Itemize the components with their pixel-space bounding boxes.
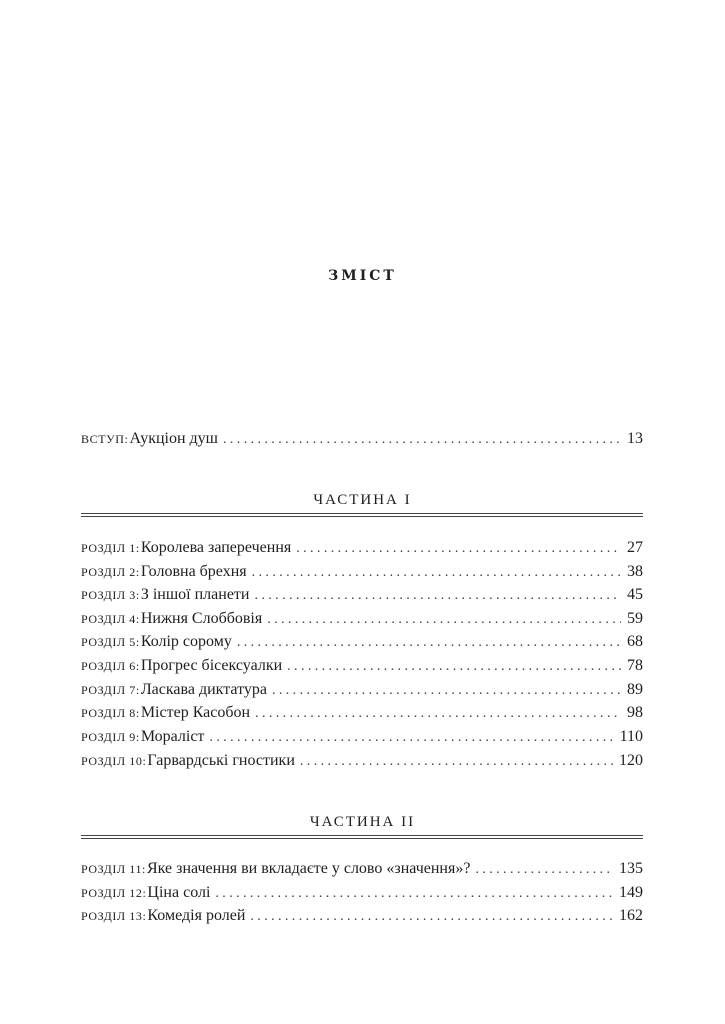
toc-entry-label: РОЗДІЛ 4: xyxy=(81,612,140,626)
toc-entry-chapter-9[interactable] xyxy=(81,727,643,747)
toc-entry-page: 149 xyxy=(619,884,643,901)
dot-leader xyxy=(255,704,621,724)
toc-entry-page: 78 xyxy=(627,657,643,674)
toc-entry-title: Королева заперечення xyxy=(140,539,292,556)
toc-entry-page: 13 xyxy=(627,430,643,447)
dot-leader xyxy=(250,907,613,927)
dot-leader xyxy=(267,610,621,630)
toc-entry-page: 68 xyxy=(627,633,643,650)
toc-entry-label: РОЗДІЛ 8: xyxy=(81,706,140,720)
part-divider-1 xyxy=(81,513,643,517)
toc-entry-label: РОЗДІЛ 12: xyxy=(81,886,147,900)
toc-entry-page: 135 xyxy=(619,860,643,877)
dot-leader xyxy=(223,430,621,450)
toc-entry-label: РОЗДІЛ 2: xyxy=(81,565,140,579)
dot-leader xyxy=(215,884,613,904)
toc-entry-page: 110 xyxy=(619,728,643,745)
dot-leader xyxy=(252,563,621,583)
toc-entry-chapter-7[interactable] xyxy=(81,680,643,700)
toc-entry-chapter-2[interactable] xyxy=(81,562,643,582)
toc-entry-label: РОЗДІЛ 1: xyxy=(81,541,140,555)
toc-entry-title: З іншої планети xyxy=(140,586,250,603)
toc-entry-chapter-3[interactable] xyxy=(81,585,643,605)
toc-entry-chapter-12[interactable] xyxy=(81,883,643,903)
toc-entry-title: Містер Касобон xyxy=(140,704,251,721)
dot-leader xyxy=(209,728,613,748)
toc-entry-label: РОЗДІЛ 7: xyxy=(81,683,140,697)
toc-entry-page: 98 xyxy=(627,704,643,721)
part-heading-1: ЧАСТИНА I xyxy=(313,492,412,508)
toc-entry-title: Колір сорому xyxy=(140,633,232,650)
part-divider-2 xyxy=(81,835,643,839)
part-heading-2: ЧАСТИНА II xyxy=(309,814,416,830)
dot-leader xyxy=(237,633,621,653)
dot-leader xyxy=(475,860,613,880)
toc-entry-title: Нижня Слоббовія xyxy=(140,610,263,627)
toc-entry-chapter-11[interactable] xyxy=(81,859,643,879)
toc-entry-label: ВСТУП: xyxy=(81,432,129,446)
dot-leader xyxy=(296,539,621,559)
toc-entry-page: 89 xyxy=(627,681,643,698)
toc-entry-label: РОЗДІЛ 5: xyxy=(81,635,140,649)
toc-entry-label: РОЗДІЛ 9: xyxy=(81,730,140,744)
toc-entry-label: РОЗДІЛ 10: xyxy=(81,754,147,768)
toc-entry-page: 38 xyxy=(627,563,643,580)
dot-leader xyxy=(254,586,621,606)
toc-entry-title: Мораліст xyxy=(140,728,205,745)
toc-entry-title: Головна брехня xyxy=(140,563,247,580)
toc-entry-chapter-8[interactable] xyxy=(81,703,643,723)
toc-entry-chapter-4[interactable] xyxy=(81,609,643,629)
toc-entry-page: 27 xyxy=(627,539,643,556)
toc-entry-chapter-6[interactable] xyxy=(81,656,643,676)
toc-entry-title: Ласкава диктатура xyxy=(140,681,267,698)
toc-entry-page: 45 xyxy=(627,586,643,603)
toc-entry-label: РОЗДІЛ 13: xyxy=(81,909,147,923)
toc-entry-title: Яке значення ви вкладаєте у слово «значення»? xyxy=(146,860,471,877)
dot-leader xyxy=(300,752,613,772)
toc-entry-title: Комедія ролей xyxy=(147,907,246,924)
toc-entry-chapter-5[interactable] xyxy=(81,632,643,652)
toc-entry-title: Аукціон душ xyxy=(129,430,218,447)
page-title: ЗМІСТ xyxy=(328,268,397,284)
toc-entry-label: РОЗДІЛ 3: xyxy=(81,588,140,602)
toc-entry-chapter-1[interactable] xyxy=(81,538,643,558)
toc-entry-label: РОЗДІЛ 11: xyxy=(81,862,146,876)
toc-entry-chapter-10[interactable] xyxy=(81,751,643,771)
toc-entry-page: 59 xyxy=(627,610,643,627)
toc-entry-label: РОЗДІЛ 6: xyxy=(81,659,140,673)
toc-entry-page: 162 xyxy=(619,907,643,924)
toc-entry-chapter-13[interactable] xyxy=(81,906,643,926)
toc-entry-title: Гарвардські гностики xyxy=(147,752,295,769)
toc-entry-intro[interactable] xyxy=(81,429,643,449)
toc-entry-title: Ціна солі xyxy=(147,884,211,901)
dot-leader xyxy=(272,681,621,701)
toc-entry-page: 120 xyxy=(619,752,643,769)
dot-leader xyxy=(287,657,621,677)
toc-entry-title: Прогрес бісексуалки xyxy=(140,657,283,674)
